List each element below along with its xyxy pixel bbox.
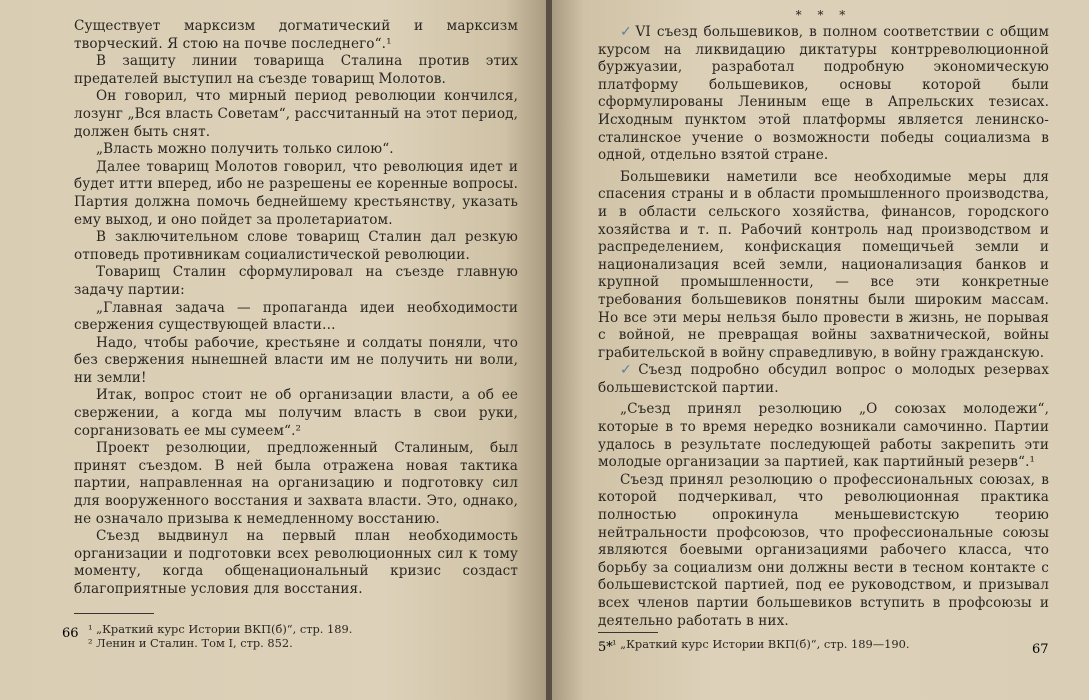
signature-mark: 5* (598, 640, 613, 655)
right-page (552, 0, 1089, 700)
footnote-divider (74, 613, 154, 614)
right-footnote-1: ¹ „Краткий курс Истории ВКП(б)“, стр. 189—190. (612, 637, 910, 652)
right-paragraph-1-text: VI съезд большевиков, в полном соответствии с общим курсом на ликвидацию диктатуры контрреволюционной буржуазии, разработал подробную экономическую платформу большевиков, основы которой были сформулированы Лениным еще в Апрельских тезисах. Исходным пунктом этой платформы является ленинско-сталинское учение о возможности победы социализма в одной, отдельно взятой стране. (598, 24, 1049, 164)
left-quote-3: Итак, вопрос стоит не об организации власти, а об ее свержении, а когда мы получим власть в свои руки, сорганизовать ее мы сумеем“.² (74, 387, 518, 439)
right-paragraph-4: „Съезд принял резолюцию „О союзах молодежи“, которые в то время нередко возникали самочинно. Партии удалось в результате последующей работы закрепить эти молодые организации за партией, как партийный резерв“.¹ (598, 401, 1049, 471)
left-paragraph-1: Существует марксизм догматический и марксизм творческий. Я стою на почве последнего“.¹ (74, 18, 518, 52)
right-page-number: 67 (1032, 642, 1049, 657)
left-page-number: 66 (62, 626, 79, 641)
section-mark: * * * (795, 8, 852, 22)
left-footnote-2: ² Ленин и Сталин. Том I, стр. 852. (88, 635, 293, 650)
right-paragraph-5: Съезд принял резолюцию о профессиональных союзах, в которой подчеркивал, что революционная практика полностью опрокинула меньшевистскую теорию нейтральности профсоюзов, что профессиональные союзы являются боевыми организациями рабочего класса, что борьбу за социализм они должны вести в тесном контакте с большевистской партией, под ее руководством, и призывал всех членов партии большевиков вступить в профсоюзы и деятельно работать в них. (598, 471, 1049, 629)
right-paragraph-3 (598, 362, 1049, 397)
check-mark-icon: ✓ (620, 362, 637, 379)
right-paragraph-1 (598, 24, 1049, 165)
left-paragraph-7: Товарищ Сталин сформулировал на съезде главную задачу партии: (74, 264, 518, 298)
left-paragraph-9: Съезд выдвинул на первый план необходимость организации и подготовки всех революционных сил к тому моменту, когда общенациональный кризис создаст благоприятные условия для восстания. (74, 528, 518, 597)
left-paragraph-3: Он говорил, что мирный период революции кончился, лозунг „Вся власть Советам“, рассчитанный на этот период, должен быть снят. (74, 88, 518, 140)
left-paragraph-6: В заключительном слове товарищ Сталин дал резкую отповедь противникам социалистической революции. (74, 229, 518, 263)
check-mark-icon: ✓ (620, 24, 634, 40)
footnote-divider (598, 632, 658, 633)
left-paragraph-2: В защиту линии товарища Сталина против этих предателей выступил на съезде товарищ Молотов. (74, 53, 518, 87)
left-paragraph-4: „Власть можно получить только силою“. (96, 141, 394, 158)
left-quote-1: „Главная задача — пропаганда идеи необходимости свержения существующей власти… (74, 299, 518, 334)
left-paragraph-5: Далее товарищ Молотов говорил, что революция идет и будет итти вперед, ибо не разрешены ее коренные вопросы. Партия должна помочь беднейшему крестьянству, указать ему выход, и оно пойдет за пролетариатом. (74, 158, 518, 228)
left-quote-2: Надо, чтобы рабочие, крестьяне и солдаты поняли, что без свержения нынешней власти им не получить ни воли, ни земли! (74, 334, 518, 386)
right-paragraph-3-text: Съезд подробно обсудил вопрос о молодых резервах большевистской партии. (598, 362, 1049, 396)
left-footnote-1: ¹ „Краткий курс Истории ВКП(б)“, стр. 189. (88, 621, 353, 636)
right-paragraph-2: Большевики наметили все необходимые меры для спасения страны и в области промышленного производства, и в области сельского хозяйства, финансов, городского хозяйства и т. п. Рабочий контроль над производством и распределением, конфискация помещичьей земли и национализация всей земли, национализация банков и крупной промышленности, — все эти конкретные требования большевиков понятны были широким массам. Но все эти меры нельзя было провести в жизнь, не порывая с войной, не превращая войны захватнической, войны грабительской в войну справедливую, в войну гражданскую. (598, 168, 1049, 361)
left-paragraph-8: Проект резолюции, предложенный Сталиным, был принят съездом. В ней была отражена новая тактика партии, направленная на организацию и подготовку сил для вооруженного восстания и захвата власти. Это, однако, не означало призыва к немедленному восстанию. (74, 440, 518, 527)
